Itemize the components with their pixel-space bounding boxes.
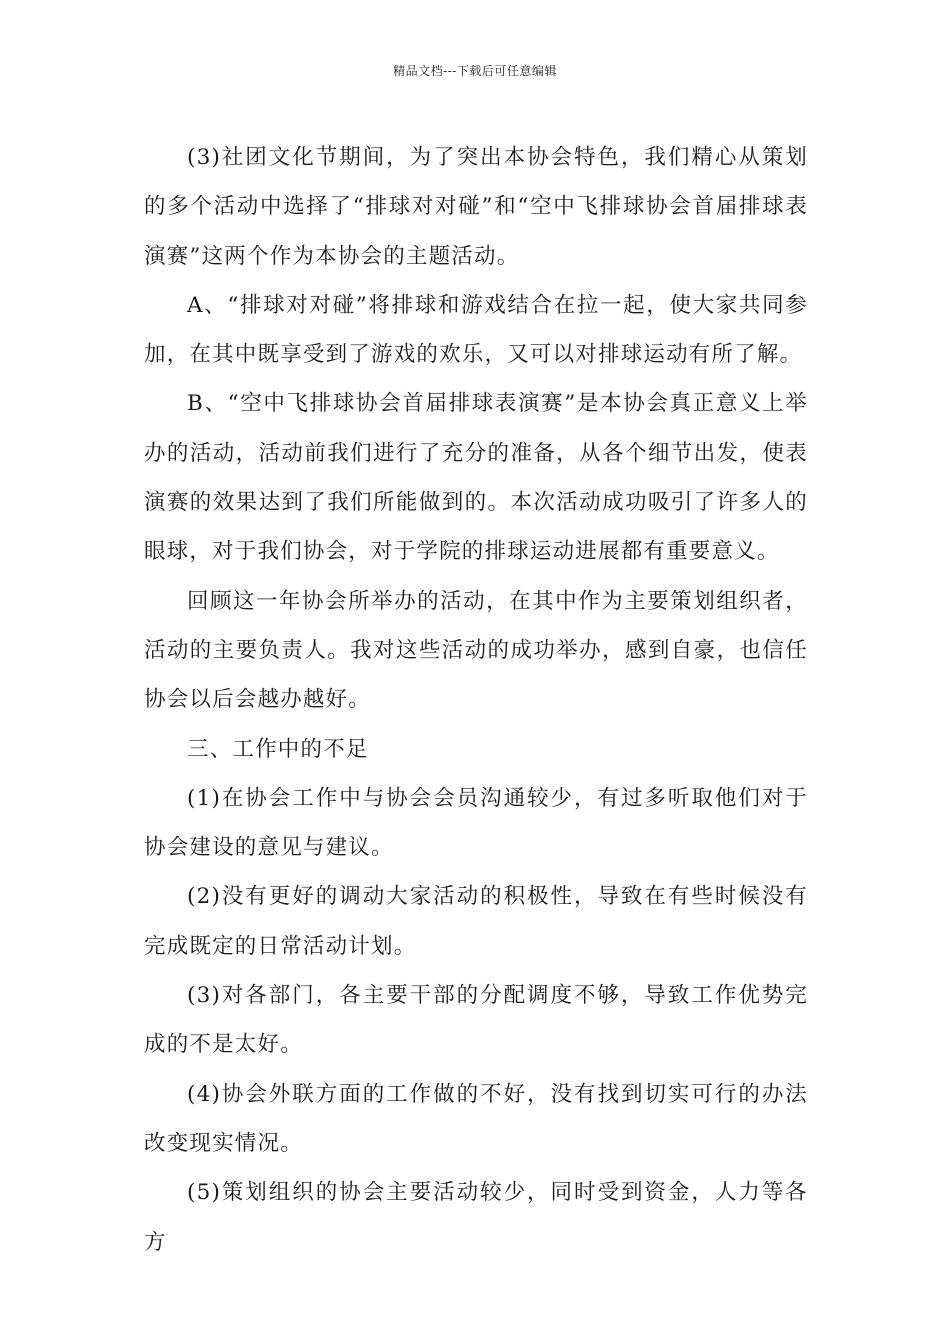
page-header: 精品文档---下载后可任意编辑: [393, 64, 557, 78]
paragraph-activity-a: A、“排球对对碰”将排球和游戏结合在拉一起，使大家共同参加，在其中既享受到了游戏的欢乐，又可以对排球运动有所了解。: [144, 292, 808, 368]
section-heading-shortcomings: 三、工作中的不足: [187, 736, 369, 762]
paragraph-shortcoming-3: (3)对各部门，各主要干部的分配调度不够，导致工作优势完成的不是太好。: [144, 983, 808, 1058]
paragraph-activity-b: B、“空中飞排球协会首届排球表演赛”是本协会真正意义上举办的活动，活动前我们进行了充分的准备，从各个细节出发，使表演赛的效果达到了我们所能做到的。本次活动成功吸引了许多人的眼球，对于我们协会，对于学院的排球运动进展都有重要意义。: [144, 391, 808, 565]
paragraph-shortcoming-2: (2)没有更好的调动大家活动的积极性，导致在有些时候没有完成既定的日常活动计划。: [144, 884, 808, 959]
document-body: [144, 133, 808, 1267]
paragraph-shortcoming-5: (5)策划组织的协会主要活动较少，同时受到资金，人力等各方: [144, 1180, 808, 1255]
paragraph-shortcoming-4: (4)协会外联方面的工作做的不好，没有找到切实可行的办法改变现实情况。: [144, 1081, 808, 1156]
paragraph-review: 回顾这一年协会所举办的活动，在其中作为主要策划组织者，活动的主要负责人。我对这些活动的成功举办，感到自豪，也信任协会以后会越办越好。: [144, 588, 808, 713]
paragraph-club-festival: (3)社团文化节期间，为了突出本协会特色，我们精心从策划的多个活动中选择了“排球对对碰”和“空中飞排球协会首届排球表演赛”这两个作为本协会的主题活动。: [144, 145, 808, 269]
paragraph-shortcoming-1: (1)在协会工作中与协会会员沟通较少，有过多听取他们对于协会建设的意见与建议。: [144, 785, 808, 861]
